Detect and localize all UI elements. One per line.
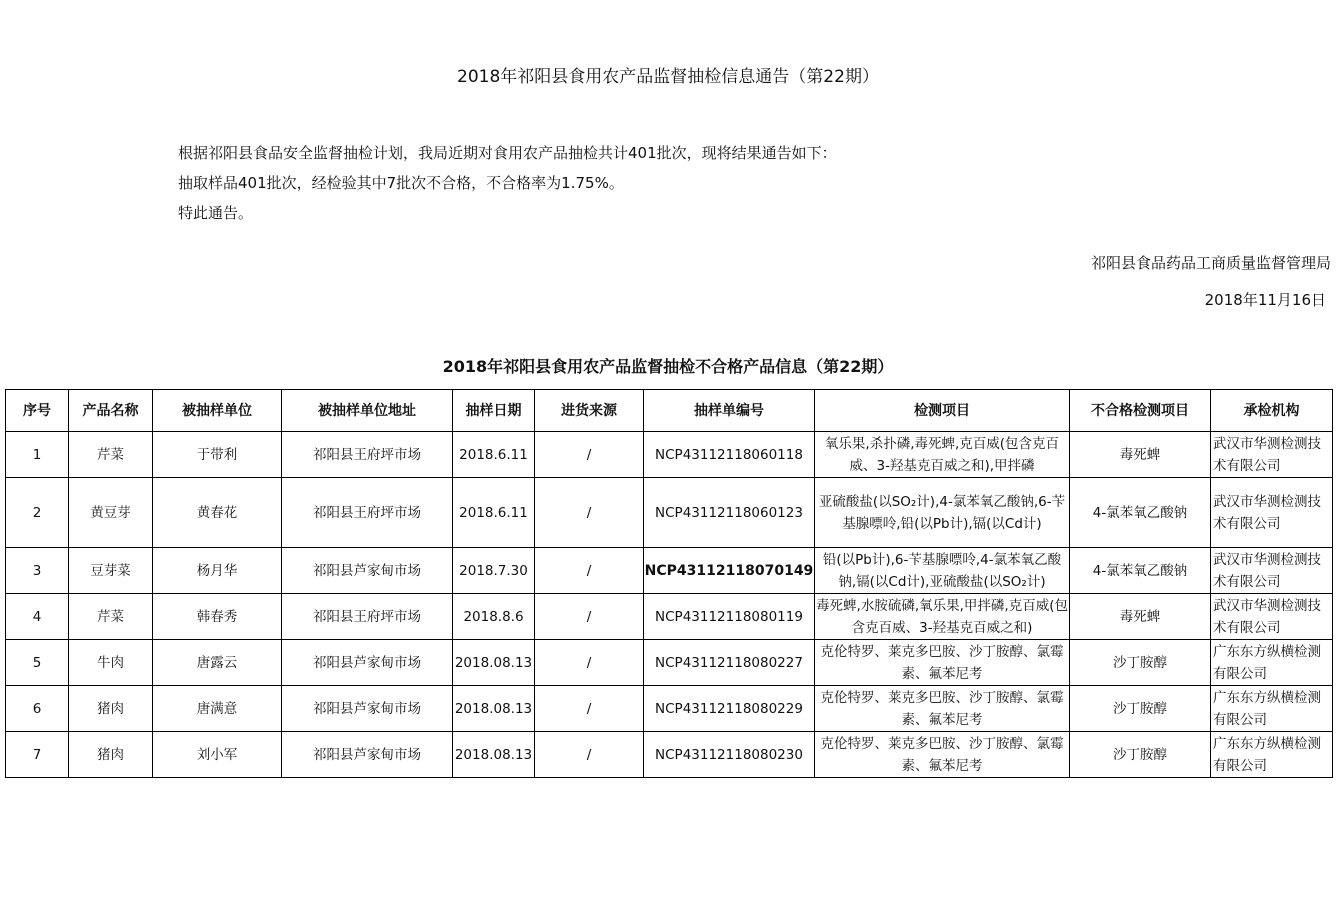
cell-source: / (535, 548, 644, 594)
cell-code: NCP43112118080119 (644, 594, 815, 640)
cell-source: / (535, 640, 644, 686)
header-cell: 序号 (6, 390, 69, 432)
cell-items: 克伦特罗、莱克多巴胺、沙丁胺醇、氯霉素、氟苯尼考 (815, 686, 1070, 732)
cell-code: NCP43112118070149 (644, 548, 815, 594)
cell-lab: 武汉市华测检测技术有限公司 (1211, 478, 1333, 548)
cell-lab: 广东东方纵横检测有限公司 (1211, 640, 1333, 686)
cell-items: 克伦特罗、莱克多巴胺、沙丁胺醇、氯霉素、氟苯尼考 (815, 732, 1070, 778)
cell-date: 2018.8.6 (453, 594, 535, 640)
issue-date: 2018年11月16日 (1204, 291, 1326, 309)
cell-no: 1 (6, 432, 69, 478)
header-cell: 检测项目 (815, 390, 1070, 432)
cell-product: 猪肉 (69, 732, 153, 778)
cell-address: 祁阳县芦家甸市场 (282, 686, 453, 732)
header-cell: 抽样单编号 (644, 390, 815, 432)
table-title: 2018年祁阳县食用农产品监督抽检不合格产品信息（第22期） (442, 357, 894, 376)
cell-lab: 武汉市华测检测技术有限公司 (1211, 432, 1333, 478)
cell-product: 猪肉 (69, 686, 153, 732)
table-row (6, 686, 1333, 732)
cell-address: 祁阳县王府坪市场 (282, 478, 453, 548)
cell-address: 祁阳县王府坪市场 (282, 594, 453, 640)
header-cell: 抽样日期 (453, 390, 535, 432)
cell-product: 芹菜 (69, 432, 153, 478)
cell-date: 2018.08.13 (453, 686, 535, 732)
cell-no: 5 (6, 640, 69, 686)
header-cell: 承检机构 (1211, 390, 1333, 432)
cell-lab: 广东东方纵横检测有限公司 (1211, 686, 1333, 732)
cell-no: 3 (6, 548, 69, 594)
cell-code: NCP43112118080229 (644, 686, 815, 732)
cell-date: 2018.6.11 (453, 478, 535, 548)
cell-unit: 杨月华 (153, 548, 282, 594)
cell-unit: 韩春秀 (153, 594, 282, 640)
table-row (6, 732, 1333, 778)
cell-unit: 唐露云 (153, 640, 282, 686)
cell-address: 祁阳县芦家甸市场 (282, 548, 453, 594)
cell-lab: 武汉市华测检测技术有限公司 (1211, 594, 1333, 640)
table-row (6, 548, 1333, 594)
notice-line: 根据祁阳县食品安全监督抽检计划，我局近期对食用农产品抽检共计401批次，现将结果通告如下： (178, 144, 837, 162)
cell-failed: 4-氯苯氧乙酸钠 (1070, 548, 1211, 594)
header-cell: 进货来源 (535, 390, 644, 432)
cell-no: 7 (6, 732, 69, 778)
notice-line: 抽取样品401批次，经检验其中7批次不合格，不合格率为1.75%。 (178, 174, 624, 192)
cell-unit: 黄春花 (153, 478, 282, 548)
header-cell: 产品名称 (69, 390, 153, 432)
cell-items: 毒死蜱,水胺硫磷,氧乐果,甲拌磷,克百威(包含克百威、3-羟基克百威之和) (815, 594, 1070, 640)
table-row (6, 640, 1333, 686)
results-table (5, 389, 1333, 778)
header-cell: 被抽样单位地址 (282, 390, 453, 432)
cell-items: 克伦特罗、莱克多巴胺、沙丁胺醇、氯霉素、氟苯尼考 (815, 640, 1070, 686)
cell-failed: 沙丁胺醇 (1070, 732, 1211, 778)
cell-address: 祁阳县芦家甸市场 (282, 732, 453, 778)
cell-no: 6 (6, 686, 69, 732)
cell-code: NCP43112118080230 (644, 732, 815, 778)
cell-code: NCP43112118060123 (644, 478, 815, 548)
cell-unit: 唐满意 (153, 686, 282, 732)
cell-lab: 广东东方纵横检测有限公司 (1211, 732, 1333, 778)
cell-items: 铅(以Pb计),6-苄基腺嘌呤,4-氯苯氧乙酸钠,镉(以Cd计),亚硫酸盐(以SO₂计) (815, 548, 1070, 594)
cell-address: 祁阳县芦家甸市场 (282, 640, 453, 686)
cell-product: 豆芽菜 (69, 548, 153, 594)
cell-source: / (535, 478, 644, 548)
table-row (6, 478, 1333, 548)
notice-line: 特此通告。 (178, 204, 254, 222)
cell-date: 2018.08.13 (453, 640, 535, 686)
cell-failed: 沙丁胺醇 (1070, 686, 1211, 732)
cell-date: 2018.7.30 (453, 548, 535, 594)
cell-product: 牛肉 (69, 640, 153, 686)
cell-date: 2018.6.11 (453, 432, 535, 478)
cell-source: / (535, 686, 644, 732)
cell-product: 黄豆芽 (69, 478, 153, 548)
notice-body (178, 138, 837, 228)
cell-address: 祁阳县王府坪市场 (282, 432, 453, 478)
cell-lab: 武汉市华测检测技术有限公司 (1211, 548, 1333, 594)
cell-items: 亚硫酸盐(以SO₂计),4-氯苯氧乙酸钠,6-苄基腺嘌呤,铅(以Pb计),镉(以Cd计) (815, 478, 1070, 548)
cell-unit: 刘小军 (153, 732, 282, 778)
cell-failed: 毒死蜱 (1070, 432, 1211, 478)
cell-unit: 于带利 (153, 432, 282, 478)
cell-date: 2018.08.13 (453, 732, 535, 778)
cell-failed: 沙丁胺醇 (1070, 640, 1211, 686)
header-cell: 不合格检测项目 (1070, 390, 1211, 432)
table-row (6, 432, 1333, 478)
table-header-row (6, 390, 1333, 432)
cell-no: 2 (6, 478, 69, 548)
cell-code: NCP43112118080227 (644, 640, 815, 686)
cell-failed: 4-氯苯氧乙酸钠 (1070, 478, 1211, 548)
cell-code: NCP43112118060118 (644, 432, 815, 478)
cell-source: / (535, 594, 644, 640)
issuer: 祁阳县食品药品工商质量监督管理局 (1090, 254, 1331, 272)
cell-source: / (535, 732, 644, 778)
table-row (6, 594, 1333, 640)
header-cell: 被抽样单位 (153, 390, 282, 432)
page-title: 2018年祁阳县食用农产品监督抽检信息通告（第22期） (457, 67, 879, 87)
cell-failed: 毒死蜱 (1070, 594, 1211, 640)
cell-product: 芹菜 (69, 594, 153, 640)
cell-source: / (535, 432, 644, 478)
cell-no: 4 (6, 594, 69, 640)
cell-items: 氧乐果,杀扑磷,毒死蜱,克百威(包含克百威、3-羟基克百威之和),甲拌磷 (815, 432, 1070, 478)
